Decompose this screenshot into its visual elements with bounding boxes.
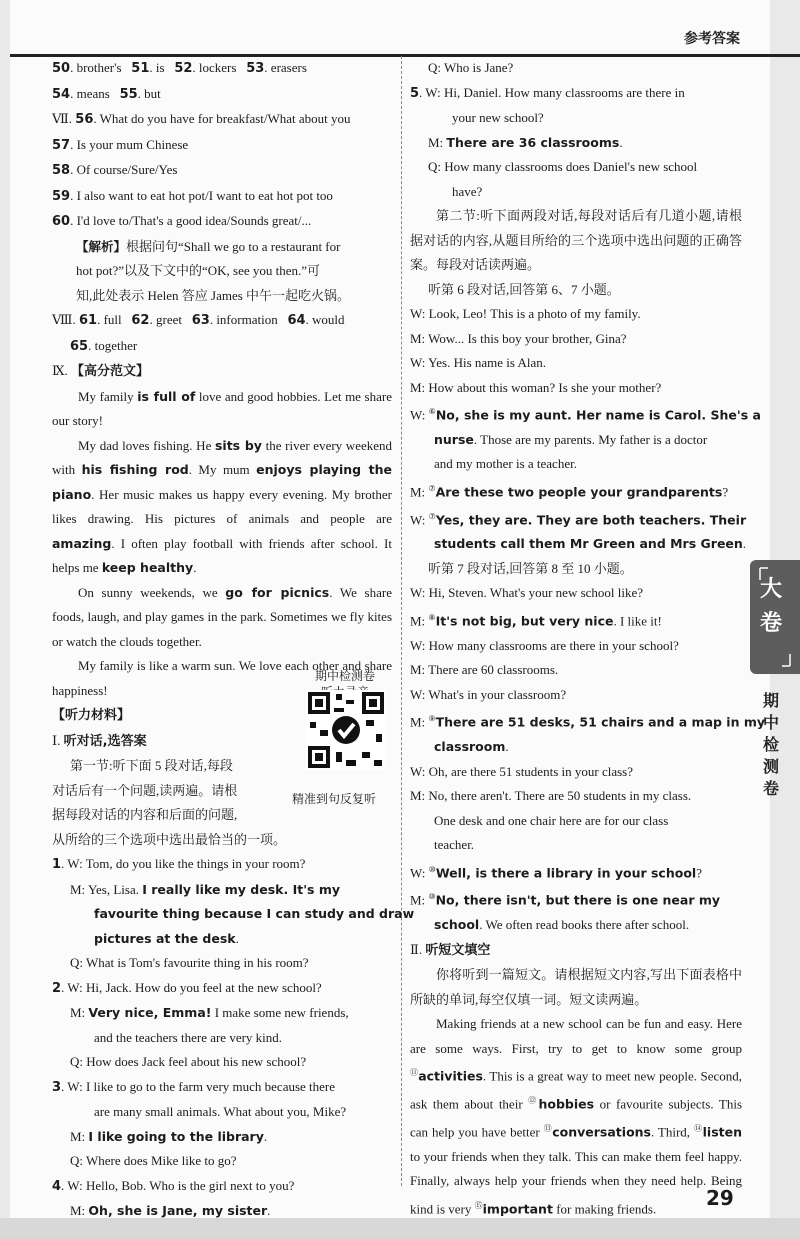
right-line: W: Look, Leo! This is a photo of my family. [410, 306, 641, 321]
left-line: Ⅸ. 【高分范文】 [52, 363, 150, 379]
left-line: 4. W: Hello, Bob. Who is the girl next to you? [52, 1177, 295, 1194]
left-line: M: Yes, Lisa. I really like my desk. It's my [70, 881, 340, 897]
left-line: 知,此处表示 Helen 答应 James 中午一起吃火锅。 [76, 287, 351, 303]
right-line: M: No, there aren't. There are 50 students in my class. [410, 788, 692, 804]
qr-code-icon[interactable] [306, 690, 386, 770]
vertical-section-label [756, 690, 786, 800]
left-line: 65. together [70, 337, 138, 354]
vertical-char: 卷 [762, 779, 779, 798]
right-line: Q: Who is Jane? [428, 60, 514, 75]
right-column [410, 56, 766, 1222]
right-line: 5. W: Hi, Daniel. How many classrooms are there in [410, 84, 685, 101]
right-line: W: How many classrooms are there in your school? [410, 637, 679, 653]
right-line: M: ⑨There are 51 desks, 51 chairs and a map in my [410, 714, 766, 730]
right-line: teacher. [434, 837, 475, 853]
vertical-char: 测 [762, 757, 779, 776]
right-line: nurse. Those are my parents. My father is a doctor [434, 431, 708, 447]
left-line: 据每段对话的内容和后面的问题, [52, 807, 238, 822]
left-line: 【听力材料】 [52, 708, 131, 723]
left-line: 50. brother's 51. is 52. lockers 53. erasers [52, 60, 307, 76]
left-line: M: I like going to the library. [70, 1128, 268, 1144]
page-number: 29 [706, 1186, 734, 1210]
left-line: My family is like a warm sun. We love each other and share happiness! [52, 658, 392, 698]
vertical-char: 检 [762, 735, 779, 754]
right-line: classroom. [434, 739, 509, 755]
right-line: have? [452, 183, 483, 199]
left-line: 60. I'd love to/That's a good idea/Sounds great/... [52, 213, 312, 229]
header-title: 参考答案 [684, 31, 740, 47]
right-line: W: ⑥No, she is my aunt. Her name is Carol. She's a [410, 407, 761, 423]
right-line: W: Oh, are there 51 students in your class? [410, 763, 633, 779]
left-line: 54. means 55. but [52, 85, 161, 102]
left-line: 从所给的三个选项中选出最恰当的一项。 [52, 831, 287, 847]
right-line: W: ⑩Well, is there a library in your school? [410, 864, 702, 880]
vertical-char: 期 [762, 691, 779, 710]
right-line: One desk and one chair here are for our class [434, 812, 669, 828]
left-column [52, 56, 415, 1224]
left-line: Ⅰ. 听对话,选答案 [52, 732, 147, 749]
tab-char-da: 大 [760, 577, 783, 602]
right-line: W: ⑦Yes, they are. They are both teachers. Their [410, 511, 747, 527]
qr-caption-bottom: 精准到句反复听 [292, 792, 377, 806]
right-line: M: There are 60 classrooms. [410, 662, 559, 678]
right-line: 你将听到一篇短文。请根据短文内容,写出下面表格中所缺的单词,每空仅填一词。短文读两遍。 [410, 967, 742, 1007]
right-line: M: Wow... Is this boy your brother, Gina? [410, 330, 627, 346]
right-line: 第二节:听下面两段对话,每段对话后有几道小题,请根据对话的内容,从题目所给的三个选项中选出问题的正确答案。每段对话读两遍。 [410, 208, 742, 272]
left-line: Q: What is Tom's favourite thing in his room? [70, 955, 309, 970]
right-line: 听第 6 段对话,回答第 6、7 小题。 [428, 281, 620, 297]
left-line: 1. W: Tom, do you like the things in your room? [52, 856, 306, 872]
left-line: 2. W: Hi, Jack. How do you feel at the new school? [52, 979, 322, 996]
left-line: 58. Of course/Sure/Yes [52, 162, 178, 178]
right-line: students call them Mr Green and Mrs Green. [434, 536, 747, 552]
right-line: your new school? [452, 110, 544, 125]
left-line: 3. W: I like to go to the farm very much because there [52, 1078, 336, 1095]
column-divider [401, 56, 402, 1186]
right-line: M: There are 36 classrooms. [428, 134, 623, 150]
left-line: 第一节:听下面 5 段对话,每段 [70, 758, 233, 773]
right-line: M: ⑦Are these two people your grandparents? [410, 483, 729, 500]
left-line: and the teachers there are very kind. [94, 1029, 283, 1045]
right-line: Making friends at a new school can be fun and easy. Here are some ways. First, try to get to know some group ⑪activities. This is a great way to meet new people. Second, ask them about their ⑫hobbies or favourite subjects. This can help you have better ⑬conversations. Third, ⑭listen to your friends when they talk. This can make them feel happy. Finally, always help your friends when they need help. Being kind is very ⑮important for making friends. [410, 1016, 743, 1217]
left-line: hot pot?”以及下文中的“OK, see you then.”可 [76, 263, 321, 278]
left-line: 对话后有一个问题,读两遍。请根 [52, 782, 238, 798]
header-rule [10, 0, 800, 57]
vertical-char: 中 [762, 713, 779, 732]
right-line: and my mother is a teacher. [434, 456, 577, 472]
right-line: Ⅱ. 听短文填空 [410, 941, 491, 958]
left-line: M: Very nice, Emma! I make some new friends, [70, 1005, 349, 1020]
right-line: Q: How many classrooms does Daniel's new school [428, 159, 698, 174]
left-line: Ⅷ. 61. full 62. greet 63. information 64. would [52, 312, 345, 328]
right-line: W: Hi, Steven. What's your new school like? [410, 585, 644, 601]
left-line: Q: Where does Mike like to go? [70, 1153, 237, 1168]
left-line: are many small animals. What about you, Mike? [94, 1104, 347, 1119]
left-line: On sunny weekends, we go for picnics. We share foods, laugh, and play games in the park. Sometimes we fly kites or watch the clouds together. [52, 584, 392, 649]
qr-caption-line1: 期中检测卷 [314, 669, 375, 683]
left-line: pictures at the desk. [94, 930, 239, 946]
left-line: favourite thing because I can study and draw [94, 906, 415, 921]
left-line: 57. Is your mum Chinese [52, 136, 189, 153]
tab-char-juan: 卷 [760, 611, 783, 636]
right-line: M: How about this woman? Is she your mother? [410, 379, 662, 395]
left-line: My family is full of love and good hobbies. Let me share our story! [52, 388, 392, 428]
left-line: M: Oh, she is Jane, my sister. [70, 1203, 271, 1218]
bottom-margin [0, 1218, 800, 1239]
right-line: W: What's in your classroom? [410, 686, 567, 702]
right-line: school. We often read books there after school. [434, 917, 690, 933]
right-line: 听第 7 段对话,回答第 8 至 10 小题。 [428, 560, 633, 576]
right-line: M: ⑩No, there isn't, but there is one near my [410, 892, 721, 908]
left-line: My dad loves fishing. He sits by the river every weekend with his fishing rod. My mum enjoys playing the piano. Her music makes us happy every evening. My brother likes drawing. His pictures of animals and people are amazing. I often play football with friends after school. It helps me keep healthy. [52, 437, 393, 575]
right-line: M: ⑧It's not big, but very nice. I like it! [410, 612, 662, 629]
right-line: W: Yes. His name is Alan. [410, 355, 547, 370]
left-line: 59. I also want to eat hot pot/I want to eat hot pot too [52, 187, 333, 204]
left-line: Q: How does Jack feel about his new school? [70, 1054, 307, 1069]
left-line: 【解析】根据问句“Shall we go to a restaurant for [76, 238, 341, 254]
left-line: Ⅶ. 56. What do you have for breakfast/What about you [52, 111, 351, 127]
